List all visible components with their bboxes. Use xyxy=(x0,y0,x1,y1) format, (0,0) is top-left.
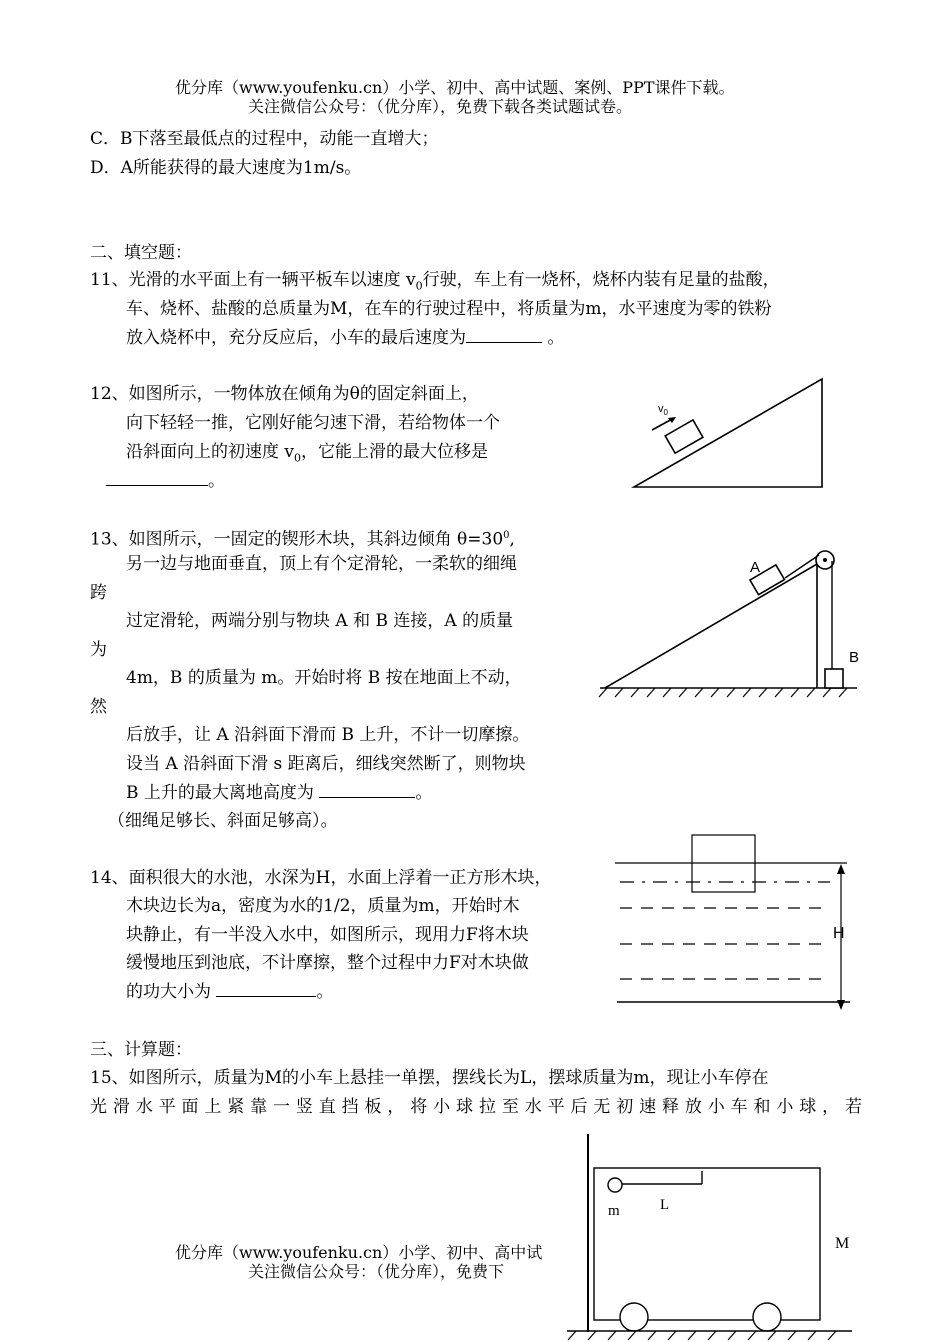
q14-line-5: 的功大小为 。 xyxy=(126,982,334,1002)
q13-line-5: 为 xyxy=(90,640,107,660)
pendulum-ball xyxy=(608,1178,622,1192)
wheel-left xyxy=(620,1303,648,1331)
wheel-right xyxy=(753,1303,781,1331)
q15-cart-pendulum-figure xyxy=(562,1130,862,1342)
q12-line-1: 12、如图所示，一物体放在倾角为θ的固定斜面上， xyxy=(90,384,479,404)
label-m: m xyxy=(608,1203,620,1219)
q15-line-1: 15、如图所示，质量为M的小车上悬挂一单摆，摆线长为L，摆球质量为m，现让小车停在 xyxy=(90,1068,769,1088)
wedge xyxy=(605,564,817,688)
q12-line-4: 。 xyxy=(106,470,225,492)
q13-line-11: （细绳足够长、斜面足够高）。 xyxy=(108,811,338,831)
label-a: A xyxy=(750,559,761,576)
q13-line-8: 后放手，让 A 沿斜面下滑而 B 上升，不计一切摩擦。 xyxy=(126,725,530,745)
label-l: L xyxy=(660,1197,670,1213)
section-3-title: 三、计算题： xyxy=(90,1040,192,1060)
option-c: C．B下落至最低点的过程中，动能一直增大； xyxy=(90,129,439,149)
q13-line-4: 过定滑轮，两端分别与物块 A 和 B 连接，A 的质量 xyxy=(126,611,514,631)
q14-answer-blank xyxy=(216,981,316,997)
q11-line-3: 放入烧杯中，充分反应后，小车的最后速度为 。 xyxy=(126,328,565,348)
v0-label: $v_0$ xyxy=(658,403,668,417)
q14-line-3: 块静止，有一半没入水中，如图所示，现用力F将木块 xyxy=(126,925,529,945)
option-d: D．A所能获得的最大速度为1m/s。 xyxy=(90,158,362,178)
q12-incline-figure xyxy=(630,375,830,490)
q13-line-6: 4m，B 的质量为 m。开始时将 B 按在地面上不动， xyxy=(126,668,522,688)
footer-line-2: 关注微信公众号：（优分库），免费下 xyxy=(248,1262,505,1281)
q15-line-2: 光滑水平面上紧靠一竖直挡板，将小球拉至水平后无初速释放小车和小球，若 xyxy=(90,1097,862,1117)
q14-line-2: 木块边长为a，密度为水的1/2，质量为m，开始时木 xyxy=(126,896,520,916)
q13-answer-blank xyxy=(319,782,415,798)
q11-line-1: 11、光滑的水平面上有一辆平板车以速度 $v_0$行驶，车上有一烧杯，烧杯内装有足量的盐酸， xyxy=(90,270,780,293)
q14-line-4: 缓慢地压到池底，不计摩擦，整个过程中力F对木块做 xyxy=(126,953,529,973)
block-b xyxy=(825,669,843,688)
q12-answer-blank xyxy=(106,470,208,486)
ground-hatch xyxy=(599,688,847,697)
q14-line-1: 14、面积很大的水池，水深为H，水面上浮着一正方形木块， xyxy=(90,868,552,888)
q13-line-3: 跨 xyxy=(90,583,107,603)
header-line-1: 优分库（www.youfenku.cn）小学、初中、高中试题、案例、PPT课件下载。 xyxy=(175,78,735,97)
q13-line-1: 13、如图所示，一固定的锲形木块，其斜边倾角 $\theta=30^0$, xyxy=(90,529,515,550)
label-b: B xyxy=(849,649,860,666)
incline-triangle xyxy=(634,379,822,487)
q13-line-10: B 上升的最大离地高度为 。 xyxy=(126,783,433,803)
q13-line-2: 另一边与地面垂直，顶上有个定滑轮，一柔软的细绳 xyxy=(126,554,517,574)
footer-line-1: 优分库（www.youfenku.cn）小学、初中、高中试 xyxy=(175,1243,543,1262)
q14-water-pool-figure xyxy=(605,830,865,1010)
header-line-2: 关注微信公众号：（优分库），免费下载各类试题试卷。 xyxy=(248,97,633,116)
q13-wedge-pulley-figure xyxy=(595,545,865,705)
q12-line-2: 向下轻轻一推，它刚好能匀速下滑，若给物体一个 xyxy=(126,413,500,433)
q12-line-3: 沿斜面向上的初速度 $v_0$，它能上滑的最大位移是 xyxy=(126,442,489,465)
q11-line-2: 车、烧杯、盐酸的总质量为M，在车的行驶过程中，将质量为m，水平速度为零的铁粉 xyxy=(126,299,772,319)
label-big-m: M xyxy=(835,1235,850,1252)
block xyxy=(665,420,703,453)
q13-line-9: 设当 A 沿斜面下滑 s 距离后，细线突然断了，则物块 xyxy=(126,754,526,774)
q11-answer-blank xyxy=(466,327,542,343)
label-h: H xyxy=(833,925,845,942)
section-2-title: 二、填空题： xyxy=(90,243,192,263)
q13-line-7: 然 xyxy=(90,697,107,717)
cart-body xyxy=(594,1168,820,1320)
